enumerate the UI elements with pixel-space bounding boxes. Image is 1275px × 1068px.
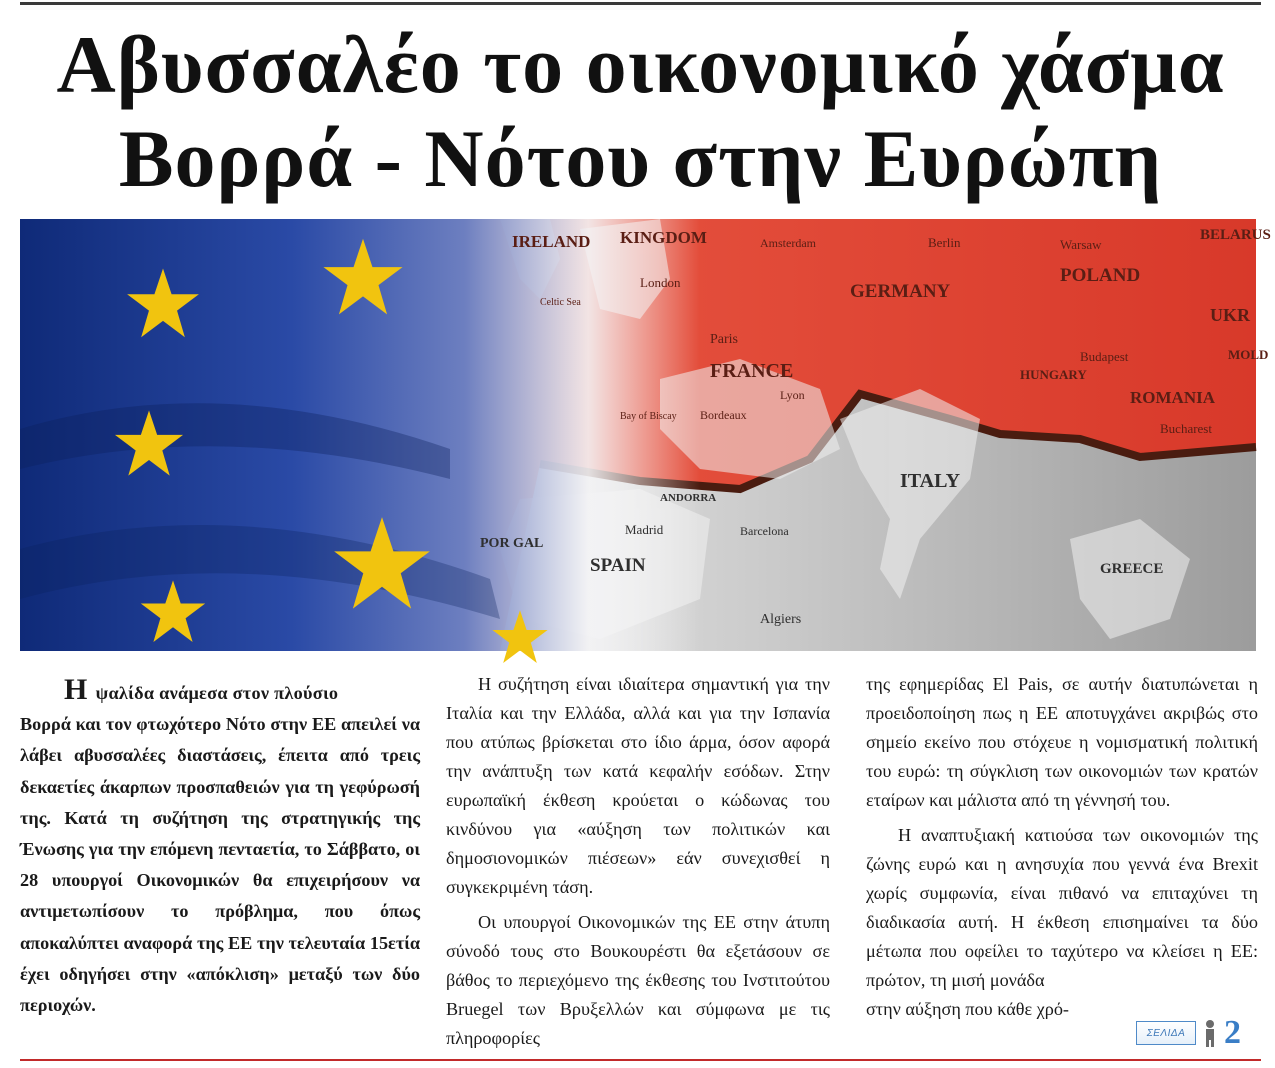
map-label: Algiers [760,612,802,627]
map-label: Amsterdam [760,236,816,250]
article-paragraph: Η συζήτηση είναι ιδιαίτερα σημαντική για την Ιταλία και την Ελλάδα, αλλά και για την Ισπανία που ατύπως βρίσκεται στο ίδιο άρμα, όσον αφορά την ανάπτυξη των κατά κεφαλήν εσόδων. Στην ευρωπαϊκή έκθεση κρούεται ο κώδωνας του κινδύνου για «αύξηση των πολιτικών και δημοσιονομικών πιέσεων» εάν συνεχισθεί η συγκεκριμένη τάση. [446,674,830,897]
page-marker [1136,1016,1241,1050]
dropcap: Η [64,673,88,706]
map-label: Bucharest [1160,421,1212,436]
map-label: ROMANIA [1130,388,1215,407]
article-paragraph: της εφημερίδας El Pais, σε αυτήν διατυπώνεται η προειδοποίηση πως η ΕΕ αποτυγχάνει ακριβώς στο σημείο εκείνο που στόχευε η νομισματική πολιτική του ευρώ: τη σύγκλιση των οικονομιών των κρατών εταίρων και μάλιστα από τη γέννησή του. [866,674,1258,810]
map-label: Warsaw [1060,237,1102,252]
map-label: ITALY [900,470,961,492]
map-label: MOLD [1228,347,1269,362]
map-label: ANDORRA [660,492,717,504]
map-label: FRANCE [710,360,794,382]
map-label: Berlin [928,235,961,250]
map-label: POR GAL [480,536,544,551]
page-logo: ΣΕΛΙΔΑ [1136,1021,1196,1045]
map-label: Bay of Biscay [620,411,677,422]
map-label: Barcelona [740,524,789,538]
map-label: Lyon [780,388,805,402]
headline [20,18,1261,206]
bottom-rule [20,1059,1261,1061]
map-label: Celtic Sea [540,297,581,308]
article-paragraph: Οι υπουργοί Οικονομικών της ΕΕ στην άτυπη σύνοδό τους στο Βουκουρέστι θα εξετάσουν σε βάθος το περιεχόμενο της έκθεσης του Ινστιτούτου Bruegel των Βρυξελλών και σύμφωνα με τις πληροφορίες [446,912,830,1048]
article-paragraph: Βορρά και τον φτωχότερο Νότο στην ΕΕ απειλεί να λάβει αβυσσαλέες διαστάσεις, έπειτα από τρεις δεκαετίες άκαρπων προσπαθειών για τη γεφύρωσή της. Κατά τη συζήτηση της στρατηγικής της Ένωσης για την επόμενη πενταετία, το Σάββατο, οι 28 υπουργοί Οικονομικών θα επιχειρήσουν να αντιμετωπίσουν το πρόβλημα, που όπως αποκαλύπτει αναφορά της ΕΕ την τελευταία 15ετία έχει οδηγήσει στην «απόκλιση» μεταξύ των δύο περιοχών. [20,714,420,1016]
article-paragraph: Η αναπτυξιακή κατιούσα των οικονομιών της ζώνης ευρώ και η ανησυχία που γεννά ένα Brexit χωρίς συμφωνία, είναι πιθανό να επιταχύνει τη διαδικασία αυτή. Η έκθεση επισημαίνει τα δύο μέτωπα που οφείλει το ταχύτερο να κλείσει η ΕΕ: πρώτον, τη μισή μονάδα [866,825,1258,990]
person-icon [1202,1019,1218,1047]
headline-line-1: Αβυσσαλέο το οικονομικό χάσμα [56,19,1225,110]
article-paragraph-continued: στην αύξηση που κάθε χρό- [866,999,1069,1019]
map-label: London [640,275,681,290]
map-label: IRELAND [512,232,591,251]
article-column-2 [446,670,830,1053]
map-label: UKR [1210,305,1250,325]
lead-text: ψαλίδα ανάμεσα στον πλούσιο [95,683,339,703]
article-lead [20,673,420,709]
article-column-1 [20,673,420,1021]
eu-map-illustration [20,219,1271,651]
article-column-3 [866,670,1258,1024]
map-label: GERMANY [850,281,951,302]
map-label: HUNGARY [1020,367,1087,382]
map-label: KINGDOM [620,228,707,247]
map-label: Madrid [625,522,664,537]
map-label: Paris [710,332,738,347]
map-label: BELARUS [1200,227,1271,243]
top-rule [20,2,1261,5]
map-label: POLAND [1060,265,1141,286]
map-label: SPAIN [590,555,646,576]
headline-line-2: Βορρά - Νότου στην Ευρώπη [118,113,1163,204]
map-label: Budapest [1080,349,1129,364]
hero-image-eu-map [20,219,1271,651]
map-label: Bordeaux [700,408,747,422]
map-label: GREECE [1100,561,1164,577]
page-number: 2 [1224,1014,1241,1051]
